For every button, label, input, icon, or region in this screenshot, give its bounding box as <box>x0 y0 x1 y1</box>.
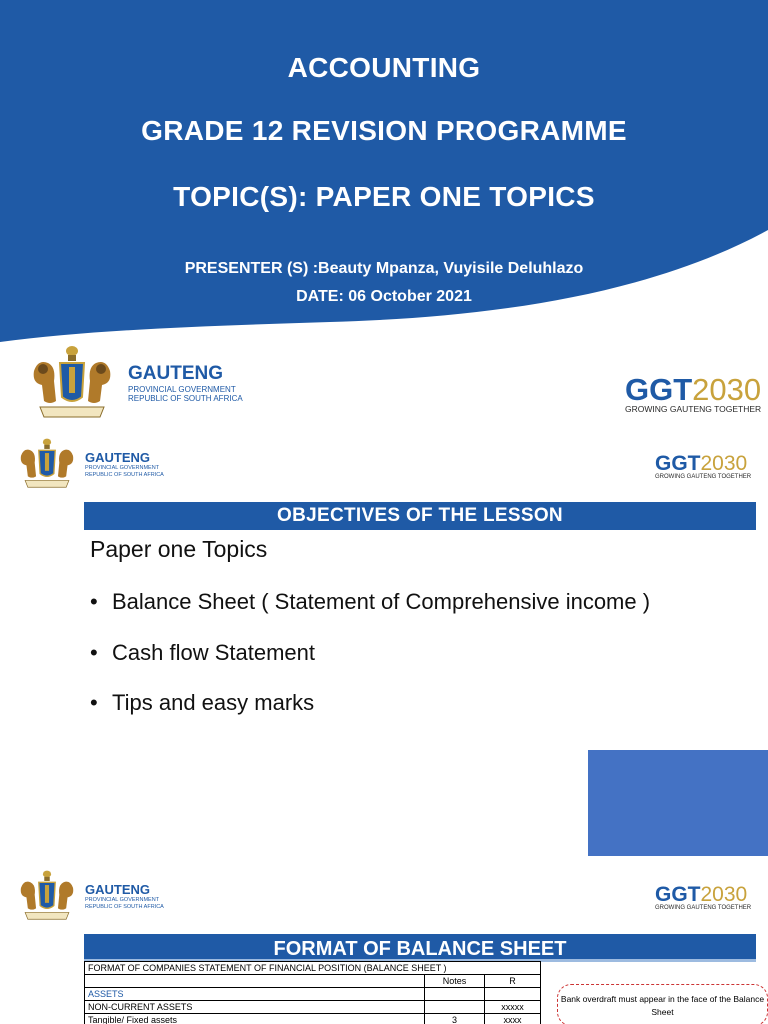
ggt-year: 2030 <box>700 452 748 475</box>
table-cell: Tangible/ Fixed assets <box>85 1014 425 1024</box>
bullet-text: Cash flow Statement <box>112 640 315 665</box>
bullet-item <box>90 640 315 666</box>
table-header-cell <box>85 975 425 988</box>
ggt-tagline: GROWING GAUTENG TOGETHER <box>655 474 752 480</box>
table-row <box>85 1014 541 1024</box>
ggt-letters: GGT <box>655 452 701 475</box>
ggt-wordmark <box>655 884 751 905</box>
table-row <box>85 988 541 1001</box>
gauteng-line2: REPUBLIC OF SOUTH AFRICA <box>128 394 243 403</box>
programme-title: GRADE 12 REVISION PROGRAMME <box>141 115 627 146</box>
topic-title: TOPIC(S): PAPER ONE TOPICS <box>173 181 595 212</box>
gauteng-name: GAUTENG <box>128 362 223 384</box>
bullet-icon: • <box>90 690 98 715</box>
presenters-line: PRESENTER (S) :Beauty Mpanza, Vuyisile Deluhlazo <box>184 260 584 277</box>
bullet-item <box>90 690 314 716</box>
gauteng-logo <box>14 438 164 490</box>
ggt-year: 2030 <box>692 372 762 407</box>
ggt-letters: GGT <box>625 372 693 407</box>
ggt-wordmark <box>655 453 751 474</box>
coat-of-arms-icon <box>14 438 80 490</box>
gauteng-logo <box>24 345 243 421</box>
table-row <box>85 1001 541 1014</box>
table-caption-row <box>85 962 541 975</box>
bullet-text: Balance Sheet ( Statement of Comprehensive income ) <box>112 589 651 614</box>
topics-heading: Paper one Topics <box>90 536 268 562</box>
table-cell: NON-CURRENT ASSETS <box>85 1001 425 1014</box>
ggt-wordmark <box>625 374 761 405</box>
ggt-letters: GGT <box>655 883 701 906</box>
table-header-notes: Notes <box>425 975 485 988</box>
table-cell <box>425 988 485 1001</box>
coat-of-arms-icon <box>24 345 120 421</box>
accent-box <box>588 750 768 856</box>
table-cell: xxxx <box>485 1014 541 1024</box>
bullet-icon: • <box>90 640 98 665</box>
ggt2030-logo <box>655 453 751 481</box>
ggt-tagline: GROWING GAUTENG TOGETHER <box>625 404 762 414</box>
gauteng-line2: REPUBLIC OF SOUTH AFRICA <box>85 471 164 478</box>
gauteng-line2: REPUBLIC OF SOUTH AFRICA <box>85 903 164 910</box>
title-slide <box>0 0 768 428</box>
gauteng-line1: PROVINCIAL GOVERNMENT <box>85 465 160 472</box>
overdraft-note: Bank overdraft must appear in the face of the Balance Sheet <box>557 984 768 1024</box>
gauteng-line1: PROVINCIAL GOVERNMENT <box>128 384 236 394</box>
table-cell: ASSETS <box>85 988 425 1001</box>
ggt2030-logo <box>655 884 751 912</box>
table-header-r: R <box>485 975 541 988</box>
bullet-icon: • <box>90 589 98 614</box>
table-header-row <box>85 975 541 988</box>
table-cell: xxxxx <box>485 1001 541 1014</box>
balance-sheet-slide <box>0 862 768 1024</box>
table-cell: 3 <box>425 1014 485 1024</box>
coat-of-arms-icon <box>14 870 80 922</box>
table-cell <box>425 1001 485 1014</box>
table-caption: FORMAT OF COMPANIES STATEMENT OF FINANCIAL POSITION (BALANCE SHEET ) <box>85 962 541 975</box>
bullet-item <box>90 589 650 615</box>
gauteng-wordmark <box>128 363 243 403</box>
gauteng-logo <box>14 870 164 922</box>
gauteng-wordmark <box>85 882 164 910</box>
gauteng-name: GAUTENG <box>85 882 150 898</box>
bullet-text: Tips and easy marks <box>112 690 315 715</box>
objectives-slide <box>0 432 768 858</box>
balance-sheet-table <box>84 961 541 1024</box>
objectives-title-bar: OBJECTIVES OF THE LESSON <box>84 502 756 530</box>
gauteng-name: GAUTENG <box>85 450 150 466</box>
ggt-tagline: GROWING GAUTENG TOGETHER <box>655 905 752 911</box>
balance-sheet-title-bar: FORMAT OF BALANCE SHEET <box>84 934 756 962</box>
date-line: DATE: 06 October 2021 <box>296 288 472 305</box>
table-cell <box>485 988 541 1001</box>
ggt2030-logo <box>625 374 761 414</box>
ggt-year: 2030 <box>700 883 748 906</box>
subject-title: ACCOUNTING <box>287 52 481 83</box>
gauteng-wordmark <box>85 450 164 478</box>
gauteng-line1: PROVINCIAL GOVERNMENT <box>85 897 160 904</box>
